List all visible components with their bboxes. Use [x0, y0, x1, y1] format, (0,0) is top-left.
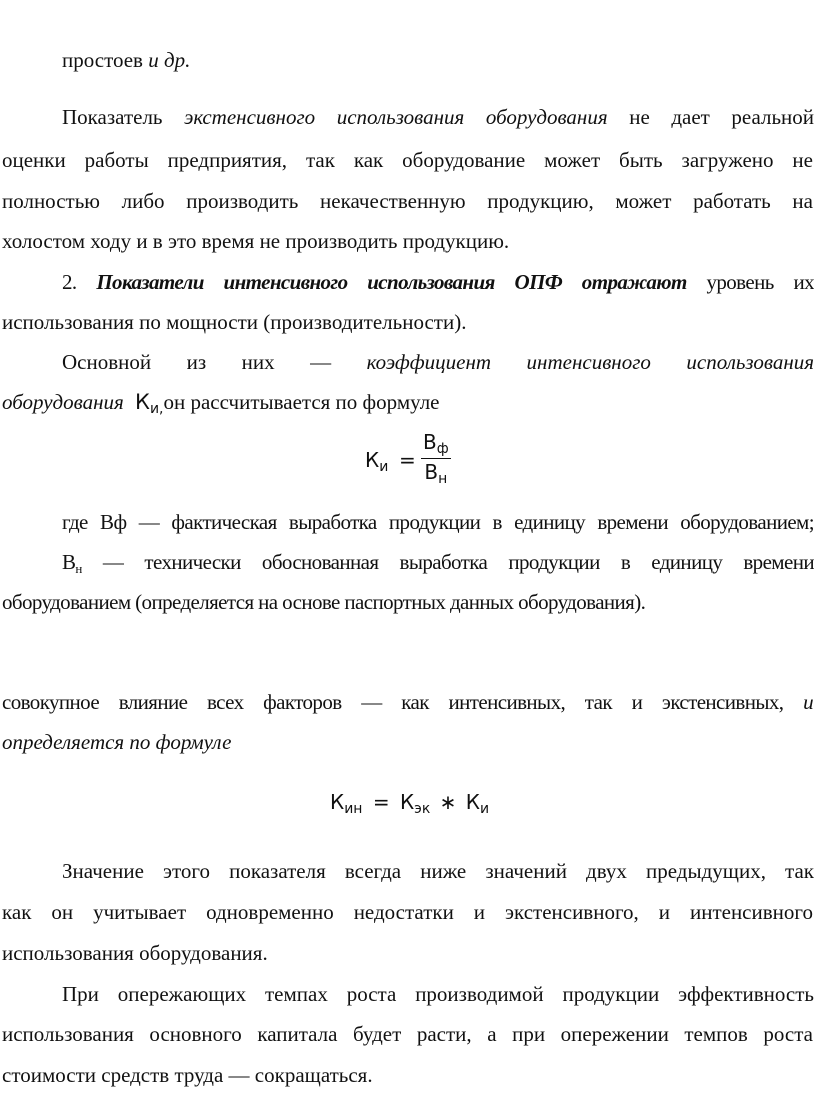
- para4-line-1: где Вф — фактическая выработка продукции в единицу времени оборудованием;: [62, 510, 814, 534]
- formula2-eq: =: [372, 790, 390, 814]
- formula1-fraction: [421, 430, 451, 487]
- formula2-b: $К_{эк}$: [399, 790, 431, 817]
- para3-line-2: оборудования $К_{и,}он$ рассчитывается по формуле: [2, 390, 440, 417]
- fraction-bar: [421, 458, 451, 459]
- formula1-numerator: $В_ф$: [423, 430, 449, 457]
- para4-line-2: $В_н$ — технически обоснованная выработка продукции в единицу времени: [62, 550, 814, 576]
- para1-line-2: оценки работы предприятия, так как оборудование может быть загружено не: [2, 148, 813, 172]
- para5-line-2: совокупное влияние всех факторов — как интенсивных, так и экстенсивных, и: [2, 690, 813, 714]
- k-i-symbol: $К_{и,}$: [135, 390, 164, 417]
- para7-line-2: использования основного капитала будет расти, а при опережении темпов роста: [2, 1022, 813, 1046]
- formula1-eq: =: [399, 448, 416, 472]
- formula2-a: $К_{ин}$: [330, 790, 363, 817]
- para2-line-2: использования по мощности (производительности).: [2, 310, 467, 334]
- para6-line-3: использования оборудования.: [2, 941, 268, 965]
- para6-line-1: Значение этого показателя всегда ниже значений двух предыдущих, так: [62, 859, 814, 883]
- para5-line-3: определяется по формуле: [2, 730, 232, 754]
- formula1-denominator: $В_н$: [424, 460, 448, 487]
- para7-line-1: При опережающих темпах роста производимой продукции эффективность: [62, 982, 814, 1006]
- formula1-lhs: $К_и$: [365, 448, 389, 475]
- para7-line-3: стоимости средств труда — сокращаться.: [2, 1063, 373, 1087]
- para4-line-3: оборудованием (определяется на основе паспортных данных оборудования).: [2, 590, 646, 614]
- para1-line-1: Показатель экстенсивного использования оборудования не дает реальной: [62, 105, 814, 129]
- bullet-line-2: простоев и др.: [62, 48, 191, 72]
- para1-line-4: холостом ходу и в это время не производить продукцию.: [2, 229, 510, 253]
- para1-line-3: полностью либо производить некачественную продукцию, может работать на: [2, 189, 813, 213]
- vn-symbol: $В_н$: [62, 550, 82, 576]
- formula2-op: ∗: [439, 790, 457, 814]
- formula-intensive: [365, 428, 465, 494]
- para3-line-1: Основной из них — коэффициент интенсивного использования: [62, 350, 814, 374]
- para6-line-2: как он учитывает одновременно недостатки и экстенсивного, и интенсивного: [2, 900, 813, 924]
- formula-integral: [330, 790, 490, 826]
- para2-line-1: 2. Показатели интенсивного использования ОПФ отражают уровень их: [62, 270, 814, 294]
- formula2-c: $К_и$: [465, 790, 490, 817]
